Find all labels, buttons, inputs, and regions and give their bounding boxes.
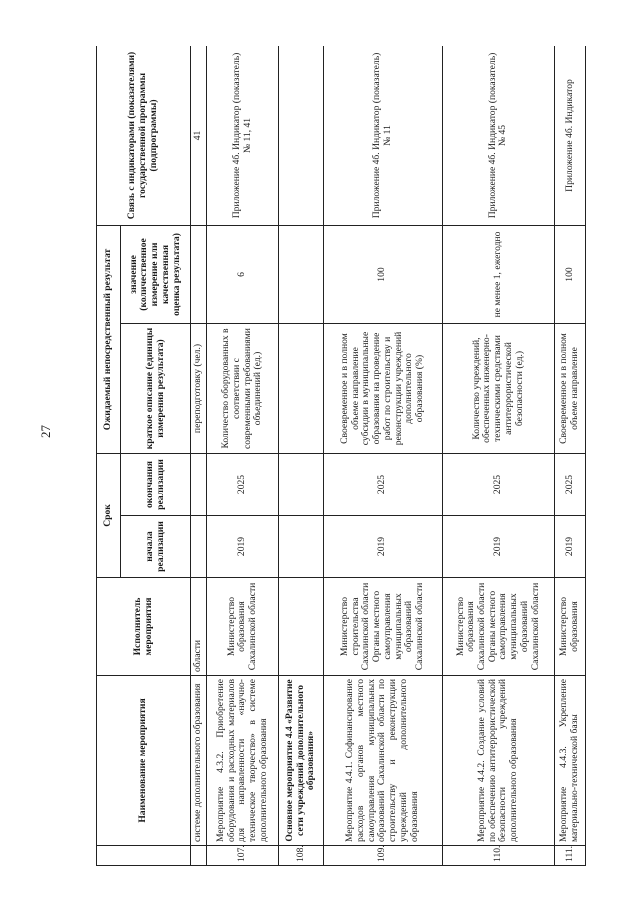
row-start: 2019 <box>442 516 555 578</box>
rotated-table-container <box>96 46 586 866</box>
row-name: Мероприятие 4.3.2. Приобретение оборудования и расходных материалов для направленности «научно-техническое творчество» в системе дополнительного образования <box>207 676 279 846</box>
row-desc: Количество учреждений, обеспеченных инженерно-техническими средствами антитеррористической безопасности (ед.) <box>442 324 555 454</box>
row-name: Мероприятие 4.4.1. Софинансирование расходов органов местного самоуправления муниципальных образований Сахалинской области по строительству и реконструкции учреждений дополнительного образования <box>324 676 443 846</box>
row-num: 109. <box>324 846 443 866</box>
row-executor: области <box>191 578 207 676</box>
row-executor: Министерство образования <box>555 578 586 676</box>
row-value: не менее 1, ежегодно <box>442 225 555 323</box>
row-link: Приложение 4б. Индикатор (показатель) № 11 <box>324 46 443 225</box>
row-end: 2025 <box>555 454 586 516</box>
table-row <box>207 46 279 866</box>
header-link: Связь с индикаторами (показателями) государственной программы (подпрограммы) <box>97 46 191 225</box>
row-name: Мероприятие 4.4.3. Укрепление материально-технической базы <box>555 676 586 846</box>
row-value: 100 <box>324 225 443 323</box>
header-term: Срок <box>97 454 121 578</box>
table-row <box>278 46 323 866</box>
header-executor: Исполнитель мероприятия <box>97 578 191 676</box>
row-link: Приложение 4б. Индикатор (показатель) № 11, 41 <box>207 46 279 225</box>
row-executor <box>278 578 323 676</box>
table-row <box>442 46 555 866</box>
table-row <box>324 46 443 866</box>
row-link: Приложение 4б. Индикатор (показатель) № 45 <box>442 46 555 225</box>
header-end: окончания реализации <box>121 454 191 516</box>
document-sheet <box>96 46 586 866</box>
table-row <box>555 46 586 866</box>
row-value <box>191 225 207 323</box>
row-desc: Своевременное и в полном объеме направление <box>555 324 586 454</box>
row-num: 108. <box>278 846 323 866</box>
row-end: 2025 <box>442 454 555 516</box>
row-link <box>278 46 323 225</box>
row-num <box>191 846 207 866</box>
program-measures-table <box>96 46 586 866</box>
row-desc: Количество оборудованных в соответствии с современными требованиями объединений (ед.) <box>207 324 279 454</box>
header-short-desc: краткое описание (единицы измерения результата) <box>121 324 191 454</box>
row-value <box>278 225 323 323</box>
row-start: 2019 <box>324 516 443 578</box>
row-end: 2025 <box>324 454 443 516</box>
row-num: 107. <box>207 846 279 866</box>
header-start: начала реализации <box>121 516 191 578</box>
row-start: 2019 <box>555 516 586 578</box>
page-number: 27 <box>38 425 53 438</box>
row-value: 6 <box>207 225 279 323</box>
row-num: 111. <box>555 846 586 866</box>
header-value: значение (количественное измерение или качественная оценка результата) <box>121 225 191 323</box>
row-num: 110. <box>442 846 555 866</box>
row-name: системе дополнительного образования <box>191 676 207 846</box>
row-value: 100 <box>555 225 586 323</box>
row-start <box>278 516 323 578</box>
table-row <box>191 46 207 866</box>
row-end: 2025 <box>207 454 279 516</box>
row-start <box>191 516 207 578</box>
header-name: Наименование мероприятия <box>97 676 191 846</box>
header-expected: Ожидаемый непосредственный результат <box>97 225 121 453</box>
row-executor: Министерство строительства Сахалинской области Органы местного самоуправления муниципальных образований Сахалинской области <box>324 578 443 676</box>
row-name: Мероприятие 4.4.2. Создание условий по обеспечению антитеррористической безопасности учреждений дополнительного образования <box>442 676 555 846</box>
row-link: Приложение 4б. Индикатор <box>555 46 586 225</box>
row-desc <box>278 324 323 454</box>
row-desc: переподготовку (чел.) <box>191 324 207 454</box>
row-link: 41 <box>191 46 207 225</box>
header-num <box>97 846 191 866</box>
row-end <box>278 454 323 516</box>
row-name: Основное мероприятие 4.4 «Развитие сети учреждений дополнительного образования» <box>278 676 323 846</box>
row-desc: Своевременное и в полном объеме направление субсидии в муниципальные образования на проведение работ по строительству и реконструкции учреждений дополнительного образования (%) <box>324 324 443 454</box>
row-executor: Министерство образования Сахалинской области Органы местного самоуправления муниципальных образований Сахалинской области <box>442 578 555 676</box>
row-executor: Министерство образования Сахалинской области <box>207 578 279 676</box>
row-start: 2019 <box>207 516 279 578</box>
row-end <box>191 454 207 516</box>
